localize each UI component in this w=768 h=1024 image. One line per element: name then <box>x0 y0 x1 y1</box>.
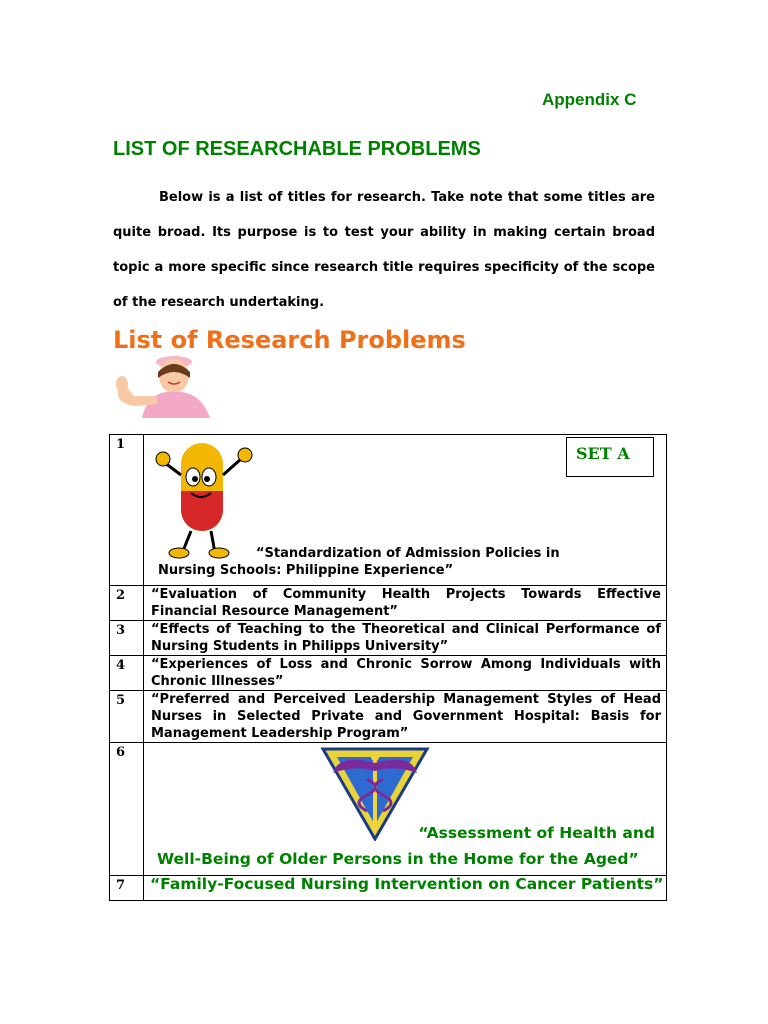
row-number: 3 <box>110 621 144 656</box>
table-row <box>110 743 667 876</box>
row-title: “Family-Focused Nursing Intervention on Cancer Patients” <box>150 875 664 893</box>
row-title: “Experiences of Loss and Chronic Sorrow Among Individuals with Chronic Illnesses” <box>144 656 667 691</box>
row-title: “Evaluation of Community Health Projects Towards Effective Financial Resource Management” <box>144 586 667 621</box>
table-row <box>110 435 667 586</box>
row-title-line: Well-Being of Older Persons in the Home for the Aged” <box>157 850 639 868</box>
row-number: 2 <box>110 586 144 621</box>
table-row <box>110 691 667 743</box>
set-label-box: SET A <box>566 437 654 477</box>
row-number: 7 <box>110 876 144 901</box>
row-number: 6 <box>110 743 144 876</box>
table-row <box>110 586 667 621</box>
list-title: List of Research Problems <box>113 326 466 354</box>
row-number: 1 <box>110 435 144 586</box>
nurse-illustration <box>114 356 232 418</box>
pill-mascot-illustration <box>153 435 259 559</box>
caduceus-emblem <box>319 745 431 841</box>
appendix-label: Appendix C <box>542 90 637 109</box>
table-row <box>110 656 667 691</box>
row-title-line: “Assessment of Health and <box>418 824 655 842</box>
row-title: “Preferred and Perceived Leadership Management Styles of Head Nurses in Selected Private and Government Hospital: Basis for Management Leadership Program” <box>144 691 667 743</box>
row-title <box>144 435 667 586</box>
table-row <box>110 621 667 656</box>
row-number: 5 <box>110 691 144 743</box>
row-title-line: Nursing Schools: Philippine Experience” <box>158 563 454 578</box>
research-problems-table <box>109 434 667 901</box>
row-title-line: “Standardization of Admission Policies in <box>256 546 560 561</box>
intro-paragraph: Below is a list of titles for research. Take note that some titles are quite broad. Its purpose is to test your ability in making certain broad topic a more specific since research title requires specificity of the scope of the research undertaking. <box>113 190 655 310</box>
row-number: 4 <box>110 656 144 691</box>
page-heading: LIST OF RESEARCHABLE PROBLEMS <box>113 138 481 160</box>
table-row <box>110 876 667 901</box>
row-title: “Effects of Teaching to the Theoretical and Clinical Performance of Nursing Students in Philipps University” <box>144 621 667 656</box>
row-title <box>144 743 667 876</box>
